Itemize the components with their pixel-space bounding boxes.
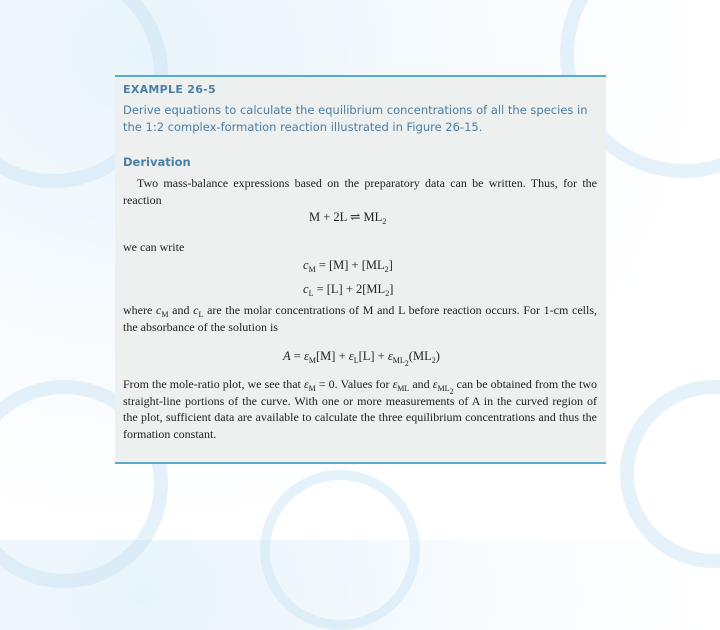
- example-box: [115, 75, 606, 464]
- mass-balance-ligand: $c_L = [L] + 2[ML_2]$: [303, 282, 394, 298]
- reaction-equation: M + 2L ⇌ $ML_2$: [309, 210, 387, 226]
- paragraph-definitions: where $c_M$ and $c_L$ are the molar concentrations of M and L before reaction occurs. For 1-cm cells, the absorbance of the solution is: [123, 303, 597, 334]
- paragraph-intro: Two mass-balance expressions based on the preparatory data can be written. Thus, for the reaction: [123, 176, 597, 207]
- paragraph-mole-ratio: From the mole-ratio plot, we see that $\varepsilon_M = 0$. Values for $\varepsilon_{ML}$ and $\varepsilon_{ML_2}$ can be obtained from the two straight-line portions of the curve. With one or more measurements of A in the curved region of the plot, sufficient data are available to calculate the three equilibrium concentrations and thus the formation constant.: [123, 377, 598, 441]
- mass-balance-metal: $c_M = [M] + [ML_2]$: [303, 258, 393, 274]
- background-bubble: [260, 470, 420, 630]
- example-task: Derive equations to calculate the equilibrium concentrations of all the species in the 1:2 complex-formation reaction illustrated in Figure 26-15.: [123, 103, 588, 134]
- example-heading: EXAMPLE 26-5: [123, 83, 216, 96]
- paragraph-write: we can write: [123, 240, 185, 254]
- absorbance-equation: $A = \varepsilon_M[M] + \varepsilon_L[L] + \varepsilon_{ML_2}(ML_2)$: [283, 349, 440, 368]
- derivation-label: Derivation: [123, 155, 191, 169]
